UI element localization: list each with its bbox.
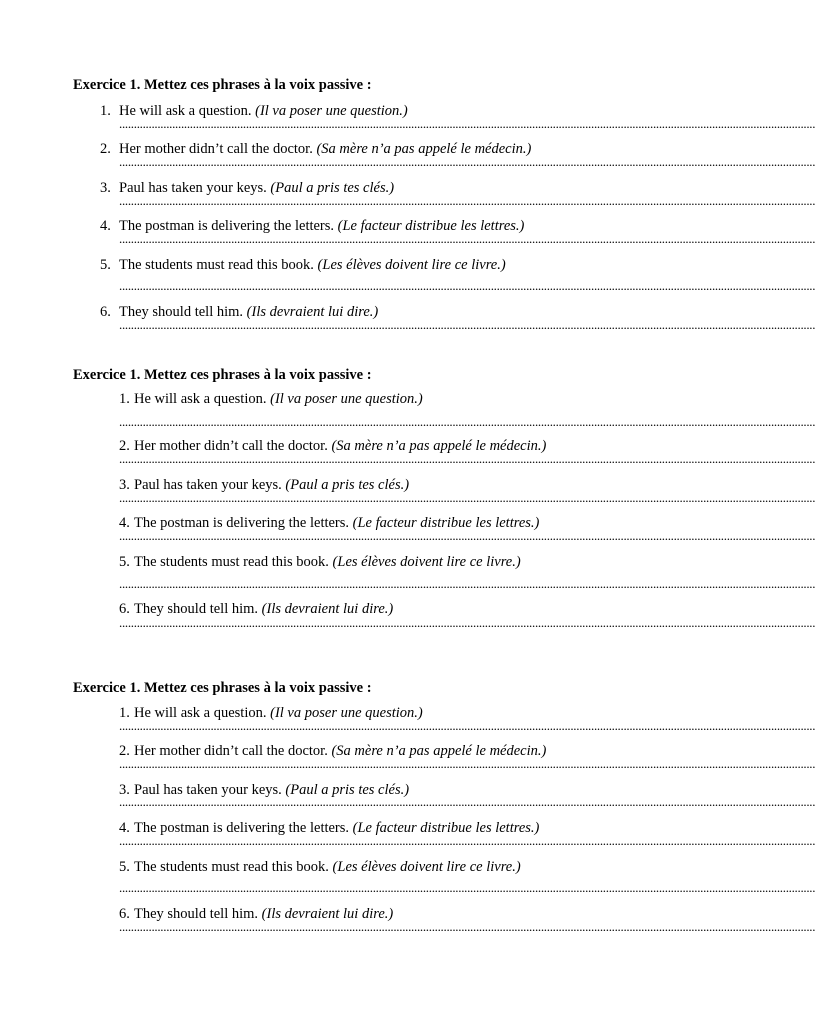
exercise-title: Exercice 1. Mettez ces phrases à la voix passive : [73, 367, 372, 383]
item-number: 2. [119, 743, 130, 759]
exercise-title: Exercice 1. Mettez ces phrases à la voix passive : [73, 680, 372, 696]
french-translation: (Le facteur distribue les lettres.) [352, 820, 540, 836]
answer-line[interactable]: ............................................................................................................................................................................................................................................ [119, 833, 815, 848]
english-sentence: Paul has taken your keys. [134, 477, 282, 493]
answer-line[interactable]: ............................................................................................................................................................................................................................................ [119, 490, 815, 505]
english-sentence: He will ask a question. [134, 705, 267, 721]
answer-line[interactable]: ............................................................................................................................................................................................................................................ [119, 451, 815, 466]
english-sentence: The postman is delivering the letters. [119, 218, 335, 234]
item-number: 3. [119, 477, 130, 493]
item-number: 2. [100, 141, 111, 157]
item-number: 1. [100, 103, 111, 119]
item-sentence [134, 859, 521, 875]
english-sentence: Her mother didn’t call the doctor. [134, 438, 328, 454]
answer-line[interactable]: ............................................................................................................................................................................................................................................ [119, 116, 815, 131]
english-sentence: He will ask a question. [134, 391, 267, 407]
exercise-title: Exercice 1. Mettez ces phrases à la voix passive : [73, 77, 372, 93]
item-sentence [134, 554, 521, 570]
answer-line[interactable]: ............................................................................................................................................................................................................................................ [119, 576, 815, 591]
item-sentence [119, 257, 506, 273]
item-number: 5. [100, 257, 111, 273]
item-number: 6. [100, 304, 111, 320]
french-translation: (Il va poser une question.) [255, 103, 408, 119]
english-sentence: The postman is delivering the letters. [134, 515, 350, 531]
english-sentence: Her mother didn’t call the doctor. [134, 743, 328, 759]
french-translation: (Le facteur distribue les lettres.) [337, 218, 525, 234]
item-number: 1. [119, 705, 130, 721]
english-sentence: They should tell him. [134, 601, 259, 617]
french-translation: (Sa mère n’a pas appelé le médecin.) [331, 743, 547, 759]
answer-line[interactable]: ............................................................................................................................................................................................................................................ [119, 919, 815, 934]
english-sentence: They should tell him. [134, 906, 259, 922]
answer-line[interactable]: ............................................................................................................................................................................................................................................ [119, 794, 815, 809]
english-sentence: The students must read this book. [119, 257, 314, 273]
french-translation: (Ils devraient lui dire.) [246, 304, 379, 320]
answer-line[interactable]: ............................................................................................................................................................................................................................................ [119, 278, 815, 293]
english-sentence: The postman is delivering the letters. [134, 820, 350, 836]
french-translation: (Sa mère n’a pas appelé le médecin.) [331, 438, 547, 454]
answer-line[interactable]: ............................................................................................................................................................................................................................................ [119, 756, 815, 771]
french-translation: (Ils devraient lui dire.) [261, 601, 394, 617]
french-translation: (Paul a pris tes clés.) [270, 180, 395, 196]
item-number: 6. [119, 906, 130, 922]
french-translation: (Paul a pris tes clés.) [285, 477, 410, 493]
answer-line[interactable]: ............................................................................................................................................................................................................................................ [119, 231, 815, 246]
french-translation: (Ils devraient lui dire.) [261, 906, 394, 922]
french-translation: (Les élèves doivent lire ce livre.) [332, 554, 521, 570]
english-sentence: Paul has taken your keys. [134, 782, 282, 798]
english-sentence: The students must read this book. [134, 554, 329, 570]
english-sentence: The students must read this book. [134, 859, 329, 875]
item-number: 4. [119, 820, 130, 836]
answer-line[interactable]: ............................................................................................................................................................................................................................................ [119, 528, 815, 543]
english-sentence: They should tell him. [119, 304, 244, 320]
french-translation: (Paul a pris tes clés.) [285, 782, 410, 798]
item-number: 6. [119, 601, 130, 617]
item-sentence [134, 391, 423, 407]
item-number: 4. [100, 218, 111, 234]
french-translation: (Sa mère n’a pas appelé le médecin.) [316, 141, 532, 157]
french-translation: (Les élèves doivent lire ce livre.) [317, 257, 506, 273]
item-number: 1. [119, 391, 130, 407]
item-number: 3. [100, 180, 111, 196]
item-number: 2. [119, 438, 130, 454]
answer-line[interactable]: ............................................................................................................................................................................................................................................ [119, 414, 815, 429]
french-translation: (Le facteur distribue les lettres.) [352, 515, 540, 531]
answer-line[interactable]: ............................................................................................................................................................................................................................................ [119, 154, 815, 169]
english-sentence: Paul has taken your keys. [119, 180, 267, 196]
answer-line[interactable]: ............................................................................................................................................................................................................................................ [119, 317, 815, 332]
french-translation: (Il va poser une question.) [270, 391, 423, 407]
answer-line[interactable]: ............................................................................................................................................................................................................................................ [119, 718, 815, 733]
item-number: 5. [119, 554, 130, 570]
answer-line[interactable]: ............................................................................................................................................................................................................................................ [119, 880, 815, 895]
french-translation: (Il va poser une question.) [270, 705, 423, 721]
answer-line[interactable]: ............................................................................................................................................................................................................................................ [119, 193, 815, 208]
item-number: 3. [119, 782, 130, 798]
english-sentence: Her mother didn’t call the doctor. [119, 141, 313, 157]
item-number: 5. [119, 859, 130, 875]
english-sentence: He will ask a question. [119, 103, 252, 119]
item-number: 4. [119, 515, 130, 531]
answer-line[interactable]: ............................................................................................................................................................................................................................................ [119, 615, 815, 630]
french-translation: (Les élèves doivent lire ce livre.) [332, 859, 521, 875]
